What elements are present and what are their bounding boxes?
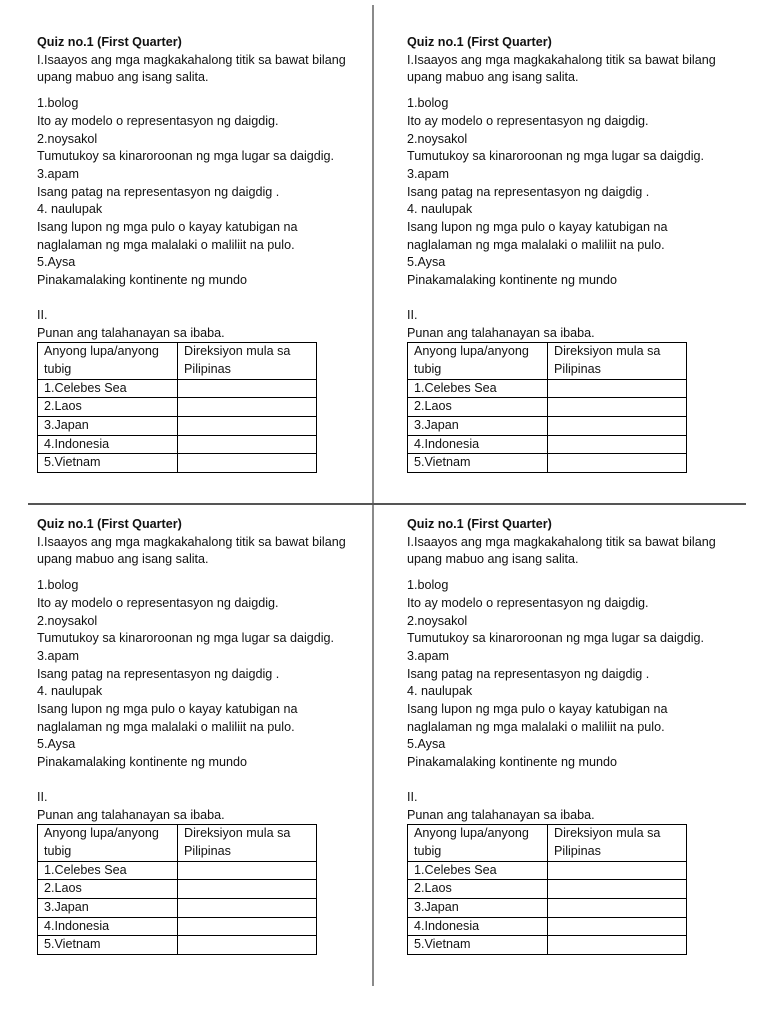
row-place: 2.Laos: [38, 880, 178, 899]
item-3-word: 3.apam: [407, 648, 450, 663]
row-place: 3.Japan: [38, 417, 178, 436]
item-3-clue: Isang patag na representasyon ng daigdig .: [37, 184, 280, 199]
item-5-word: 5.Aysa: [37, 737, 76, 752]
row-answer-cell[interactable]: [178, 435, 317, 454]
quiz-card-top-left: [37, 34, 367, 473]
item-5-word: 5.Aysa: [407, 255, 446, 270]
row-answer-cell[interactable]: [178, 899, 317, 918]
item-4-word: 4. naulupak: [37, 684, 103, 699]
item-5-clue: Pinakamalaking kontinente ng mundo: [37, 273, 248, 288]
quiz-card-top-right: [407, 34, 737, 473]
item-3-word: 3.apam: [37, 648, 80, 663]
table-row: [38, 880, 317, 899]
row-answer-cell[interactable]: [548, 398, 687, 417]
row-place: 3.Japan: [38, 899, 178, 918]
item-4-word: 4. naulupak: [407, 202, 473, 217]
table-row: [408, 899, 687, 918]
item-4-clue-line-1: Isang lupon ng mga pulo o kayay katubigan na: [37, 702, 298, 717]
table-row: [38, 899, 317, 918]
item-2-clue: Tumutukoy sa kinaroroonan ng mga lugar sa daigdig.: [407, 631, 705, 646]
table-row: [38, 398, 317, 417]
row-place: 4.Indonesia: [408, 435, 548, 454]
answer-table: [407, 342, 687, 473]
table-header-row: [38, 825, 317, 861]
item-1-word: 1.bolog: [407, 578, 449, 593]
part-2-label: II.: [407, 789, 418, 804]
row-answer-cell[interactable]: [178, 379, 317, 398]
table-row: [408, 936, 687, 955]
row-answer-cell[interactable]: [548, 454, 687, 473]
quiz-card-bottom-right: [407, 516, 737, 955]
table-row: [408, 880, 687, 899]
table-row: [408, 417, 687, 436]
answer-table: [37, 342, 317, 473]
header-direction: Direksiyon mula sa Pilipinas: [178, 825, 317, 861]
row-place: 1.Celebes Sea: [38, 379, 178, 398]
instruction-1-line-1: I.Isaayos ang mga magkakahalong titik sa bawat bilang: [37, 52, 346, 67]
row-place: 5.Vietnam: [38, 936, 178, 955]
answer-table: [37, 824, 317, 955]
row-answer-cell[interactable]: [548, 899, 687, 918]
table-header-row: [408, 825, 687, 861]
item-2-word: 2.noysakol: [407, 131, 468, 146]
item-3-word: 3.apam: [37, 166, 80, 181]
table-row: [408, 917, 687, 936]
row-answer-cell[interactable]: [178, 880, 317, 899]
instruction-2: Punan ang talahanayan sa ibaba.: [37, 325, 225, 340]
row-place: 4.Indonesia: [408, 917, 548, 936]
row-answer-cell[interactable]: [548, 917, 687, 936]
item-2-word: 2.noysakol: [37, 613, 98, 628]
header-landform: Anyong lupa/anyong tubig: [38, 343, 178, 379]
item-2-word: 2.noysakol: [37, 131, 98, 146]
item-1-clue: Ito ay modelo o representasyon ng daigdig.: [37, 113, 279, 128]
item-4-clue-line-2: naglalaman ng mga malalaki o maliliit na pulo.: [407, 719, 665, 734]
row-answer-cell[interactable]: [178, 936, 317, 955]
table-row: [38, 379, 317, 398]
header-landform: Anyong lupa/anyong tubig: [38, 825, 178, 861]
row-place: 3.Japan: [408, 899, 548, 918]
table-row: [38, 454, 317, 473]
item-3-clue: Isang patag na representasyon ng daigdig .: [407, 666, 650, 681]
instruction-2: Punan ang talahanayan sa ibaba.: [407, 325, 595, 340]
table-row: [38, 917, 317, 936]
row-answer-cell[interactable]: [548, 379, 687, 398]
row-place: 4.Indonesia: [38, 917, 178, 936]
item-4-word: 4. naulupak: [37, 202, 103, 217]
table-row: [38, 936, 317, 955]
item-4-clue-line-1: Isang lupon ng mga pulo o kayay katubigan na: [37, 220, 298, 235]
row-answer-cell[interactable]: [548, 880, 687, 899]
item-1-word: 1.bolog: [37, 96, 79, 111]
quiz-title: Quiz no.1 (First Quarter): [407, 517, 552, 531]
vertical-cut-line: [372, 5, 374, 986]
instruction-1-line-1: I.Isaayos ang mga magkakahalong titik sa bawat bilang: [407, 534, 716, 549]
row-answer-cell[interactable]: [548, 435, 687, 454]
part-2-label: II.: [407, 307, 418, 322]
table-row: [38, 435, 317, 454]
instruction-1-line-2: upang mabuo ang isang salita.: [407, 552, 579, 567]
table-row: [38, 861, 317, 880]
part-2-label: II.: [37, 789, 48, 804]
instruction-2: Punan ang talahanayan sa ibaba.: [407, 807, 595, 822]
item-5-clue: Pinakamalaking kontinente ng mundo: [407, 755, 618, 770]
item-2-word: 2.noysakol: [407, 613, 468, 628]
row-answer-cell[interactable]: [178, 917, 317, 936]
header-direction: Direksiyon mula sa Pilipinas: [548, 343, 687, 379]
item-4-clue-line-1: Isang lupon ng mga pulo o kayay katubigan na: [407, 702, 668, 717]
item-5-word: 5.Aysa: [407, 737, 446, 752]
row-place: 3.Japan: [408, 417, 548, 436]
quiz-title: Quiz no.1 (First Quarter): [37, 35, 182, 49]
table-row: [408, 861, 687, 880]
instruction-1-line-1: I.Isaayos ang mga magkakahalong titik sa bawat bilang: [407, 52, 716, 67]
instruction-2: Punan ang talahanayan sa ibaba.: [37, 807, 225, 822]
item-3-clue: Isang patag na representasyon ng daigdig .: [407, 184, 650, 199]
instruction-1-line-1: I.Isaayos ang mga magkakahalong titik sa bawat bilang: [37, 534, 346, 549]
quiz-title: Quiz no.1 (First Quarter): [37, 517, 182, 531]
instruction-1-line-2: upang mabuo ang isang salita.: [37, 70, 209, 85]
item-2-clue: Tumutukoy sa kinaroroonan ng mga lugar sa daigdig.: [37, 149, 335, 164]
row-place: 2.Laos: [408, 880, 548, 899]
row-answer-cell[interactable]: [548, 417, 687, 436]
item-5-clue: Pinakamalaking kontinente ng mundo: [37, 755, 248, 770]
table-row: [408, 435, 687, 454]
item-5-clue: Pinakamalaking kontinente ng mundo: [407, 273, 618, 288]
table-row: [408, 379, 687, 398]
item-4-word: 4. naulupak: [407, 684, 473, 699]
table-row: [408, 454, 687, 473]
item-4-clue-line-1: Isang lupon ng mga pulo o kayay katubigan na: [407, 220, 668, 235]
item-4-clue-line-2: naglalaman ng mga malalaki o maliliit na pulo.: [37, 719, 295, 734]
item-4-clue-line-2: naglalaman ng mga malalaki o maliliit na pulo.: [407, 237, 665, 252]
answer-table: [407, 824, 687, 955]
row-place: 1.Celebes Sea: [38, 861, 178, 880]
item-2-clue: Tumutukoy sa kinaroroonan ng mga lugar sa daigdig.: [407, 149, 705, 164]
row-place: 2.Laos: [408, 398, 548, 417]
horizontal-cut-line: [28, 503, 746, 505]
row-answer-cell[interactable]: [178, 398, 317, 417]
header-landform: Anyong lupa/anyong tubig: [408, 343, 548, 379]
item-5-word: 5.Aysa: [37, 255, 76, 270]
row-answer-cell[interactable]: [548, 861, 687, 880]
row-answer-cell[interactable]: [178, 861, 317, 880]
part-2-label: II.: [37, 307, 48, 322]
header-landform: Anyong lupa/anyong tubig: [408, 825, 548, 861]
item-1-clue: Ito ay modelo o representasyon ng daigdig.: [407, 113, 649, 128]
row-place: 4.Indonesia: [38, 435, 178, 454]
row-place: 2.Laos: [38, 398, 178, 417]
quiz-card-bottom-left: [37, 516, 367, 955]
header-direction: Direksiyon mula sa Pilipinas: [178, 343, 317, 379]
table-row: [38, 417, 317, 436]
item-1-clue: Ito ay modelo o representasyon ng daigdig.: [407, 595, 649, 610]
item-1-clue: Ito ay modelo o representasyon ng daigdig.: [37, 595, 279, 610]
row-place: 5.Vietnam: [408, 936, 548, 955]
instruction-1-line-2: upang mabuo ang isang salita.: [407, 70, 579, 85]
table-header-row: [408, 343, 687, 379]
row-place: 1.Celebes Sea: [408, 379, 548, 398]
header-direction: Direksiyon mula sa Pilipinas: [548, 825, 687, 861]
instruction-1-line-2: upang mabuo ang isang salita.: [37, 552, 209, 567]
item-2-clue: Tumutukoy sa kinaroroonan ng mga lugar sa daigdig.: [37, 631, 335, 646]
item-3-clue: Isang patag na representasyon ng daigdig .: [37, 666, 280, 681]
row-answer-cell[interactable]: [548, 936, 687, 955]
item-4-clue-line-2: naglalaman ng mga malalaki o maliliit na pulo.: [37, 237, 295, 252]
table-header-row: [38, 343, 317, 379]
row-place: 5.Vietnam: [38, 454, 178, 473]
quiz-title: Quiz no.1 (First Quarter): [407, 35, 552, 49]
item-1-word: 1.bolog: [37, 578, 79, 593]
row-place: 5.Vietnam: [408, 454, 548, 473]
row-answer-cell[interactable]: [178, 417, 317, 436]
item-1-word: 1.bolog: [407, 96, 449, 111]
item-3-word: 3.apam: [407, 166, 450, 181]
row-place: 1.Celebes Sea: [408, 861, 548, 880]
row-answer-cell[interactable]: [178, 454, 317, 473]
table-row: [408, 398, 687, 417]
